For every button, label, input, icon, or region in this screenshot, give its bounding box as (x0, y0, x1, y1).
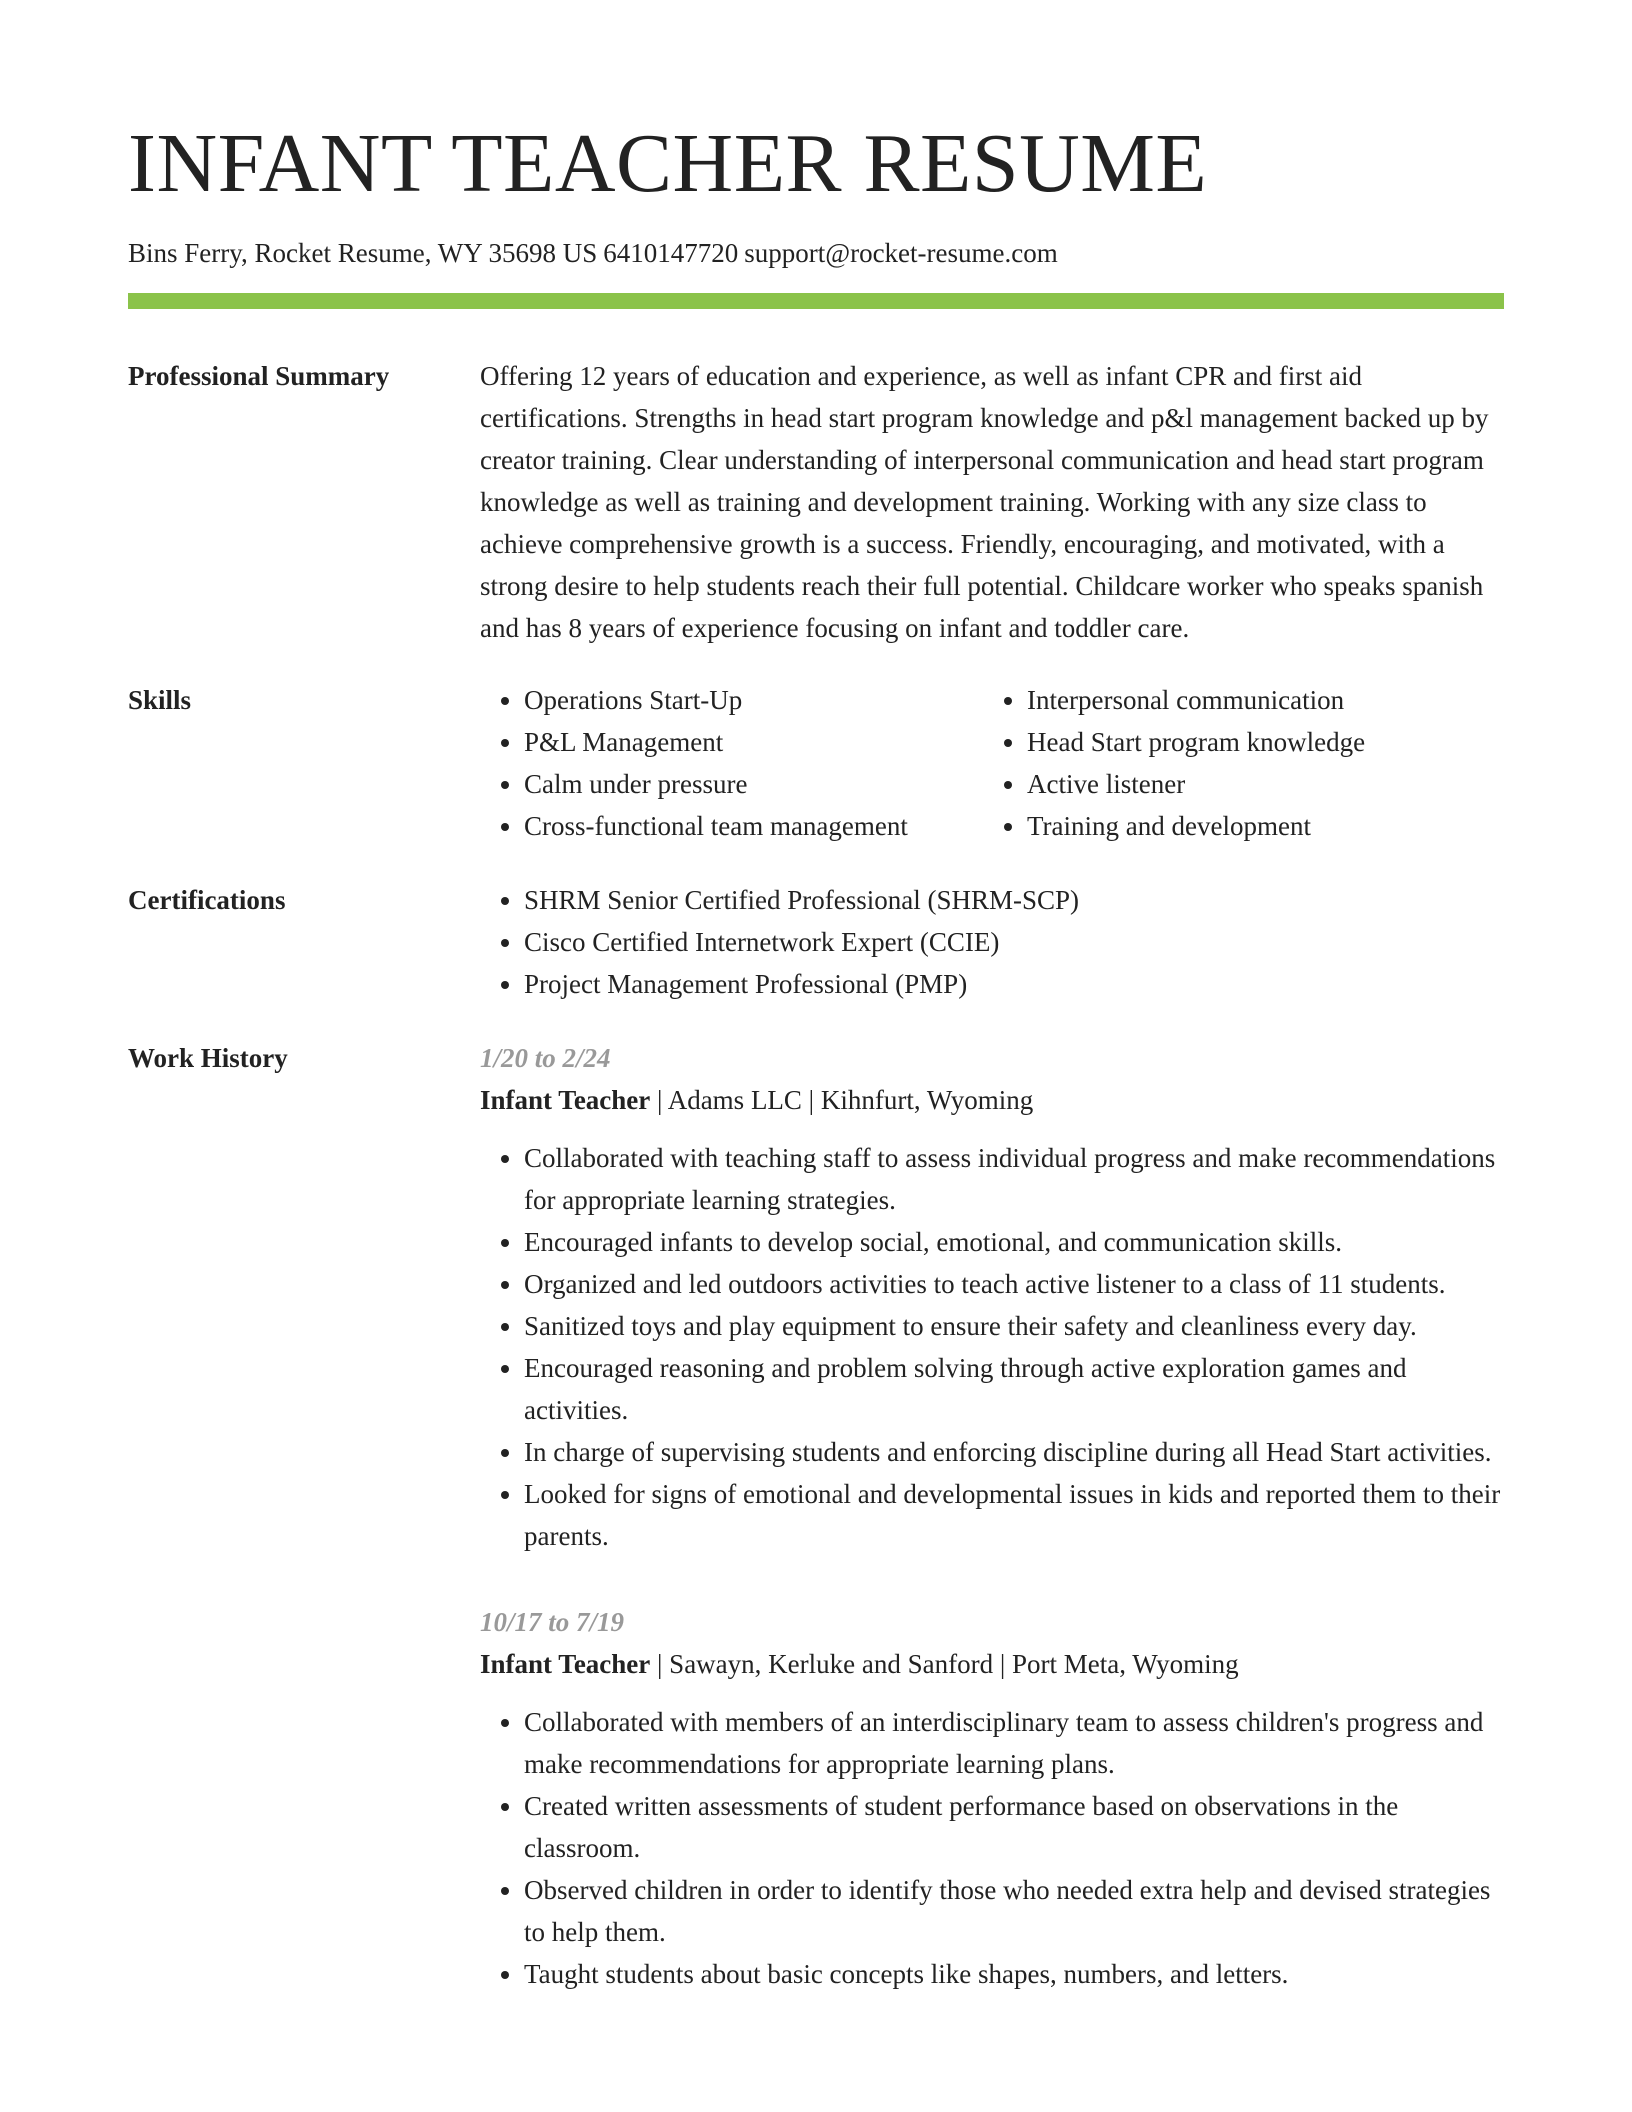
certification-item: • SHRM Senior Certified Professional (SHRM-SCP) (524, 879, 1504, 921)
job-header (480, 1643, 1504, 1685)
job-title: Infant Teacher (480, 1085, 651, 1116)
contact-phone: 6410147720 (603, 238, 739, 269)
work-history-body (480, 1037, 1504, 2029)
job-details: | Sawayn, Kerluke and Sanford | Port Meta, Wyoming (650, 1649, 1239, 1680)
certifications-body (480, 879, 1504, 1005)
job-bullet: • Collaborated with teaching staff to assess individual progress and make recommendations for appropriate learning strategies. (524, 1137, 1504, 1221)
job-bullet: • Taught students about basic concepts like shapes, numbers, and letters. (524, 1953, 1504, 1995)
skill-item: • Calm under pressure (524, 763, 983, 805)
skill-item: • Training and development (1027, 805, 1504, 847)
job-bullet: • Observed children in order to identify those who needed extra help and devised strategies to help them. (524, 1869, 1504, 1953)
contact-address: Bins Ferry, Rocket Resume, WY 35698 US (128, 238, 598, 269)
job-bullets (480, 1137, 1504, 1557)
job-bullet: • Encouraged infants to develop social, emotional, and communication skills. (524, 1221, 1504, 1263)
job-title: Infant Teacher (480, 1649, 651, 1680)
skills-body (480, 679, 1504, 847)
skill-item: • Cross-functional team management (524, 805, 983, 847)
skills-list-1 (480, 679, 983, 847)
skill-item: • Active listener (1027, 763, 1504, 805)
skills-section (128, 679, 1504, 847)
skills-list-2 (983, 679, 1504, 847)
skills-column-1 (480, 679, 983, 847)
contact-line (128, 236, 1504, 271)
summary-text: Offering 12 years of education and experience, as well as infant CPR and first aid certifications. Strengths in head start program knowledge and p&l management backed up by creator training. Clear understanding of interpersonal communication and head start program knowledge as well as training and development training. Working with any size class to achieve comprehensive growth is a success. Friendly, encouraging, and motivated, with a strong desire to help students reach their full potential. Childcare worker who speaks spanish and has 8 years of experience focusing on infant and toddler care. (480, 361, 1489, 644)
work-history-heading: Work History (128, 1043, 288, 1074)
job-header (480, 1079, 1504, 1121)
contact-email: support@rocket-resume.com (744, 238, 1058, 269)
job-bullet: • Encouraged reasoning and problem solving through active exploration games and activities. (524, 1347, 1504, 1431)
job-bullet: • Collaborated with members of an interdisciplinary team to assess children's progress and make recommendations for appropriate learning plans. (524, 1701, 1504, 1785)
certifications-section (128, 879, 1504, 1005)
skill-item: • Interpersonal communication (1027, 679, 1504, 721)
job-bullet: • Created written assessments of student performance based on observations in the classroom. (524, 1785, 1504, 1869)
job-bullet: • Sanitized toys and play equipment to ensure their safety and cleanliness every day. (524, 1305, 1504, 1347)
skills-heading: Skills (128, 685, 192, 716)
job-bullet: • Looked for signs of emotional and developmental issues in kids and reported them to their parents. (524, 1473, 1504, 1557)
job-entry (480, 1601, 1504, 1995)
summary-body (480, 355, 1504, 649)
job-dates: 10/17 to 7/19 (480, 1607, 625, 1638)
certification-item: • Project Management Professional (PMP) (524, 963, 1504, 1005)
skill-item: • P&L Management (524, 721, 983, 763)
job-bullet: • In charge of supervising students and enforcing discipline during all Head Start activities. (524, 1431, 1504, 1473)
job-bullets (480, 1701, 1504, 1995)
summary-section (128, 355, 1504, 649)
job-dates: 1/20 to 2/24 (480, 1043, 611, 1074)
job-bullet: • Organized and led outdoors activities to teach active listener to a class of 11 students. (524, 1263, 1504, 1305)
header-divider (128, 293, 1504, 309)
skill-item: • Operations Start-Up (524, 679, 983, 721)
work-history-section (128, 1037, 1504, 2029)
job-details: | Adams LLC | Kihnfurt, Wyoming (650, 1085, 1034, 1116)
resume-title: INFANT TEACHER RESUME (128, 117, 1208, 210)
certification-item: • Cisco Certified Internetwork Expert (CCIE) (524, 921, 1504, 963)
summary-heading: Professional Summary (128, 361, 390, 392)
skills-column-2 (983, 679, 1504, 847)
certifications-list (480, 879, 1504, 1005)
job-entry (480, 1037, 1504, 1557)
certifications-heading: Certifications (128, 885, 286, 916)
skill-item: • Head Start program knowledge (1027, 721, 1504, 763)
